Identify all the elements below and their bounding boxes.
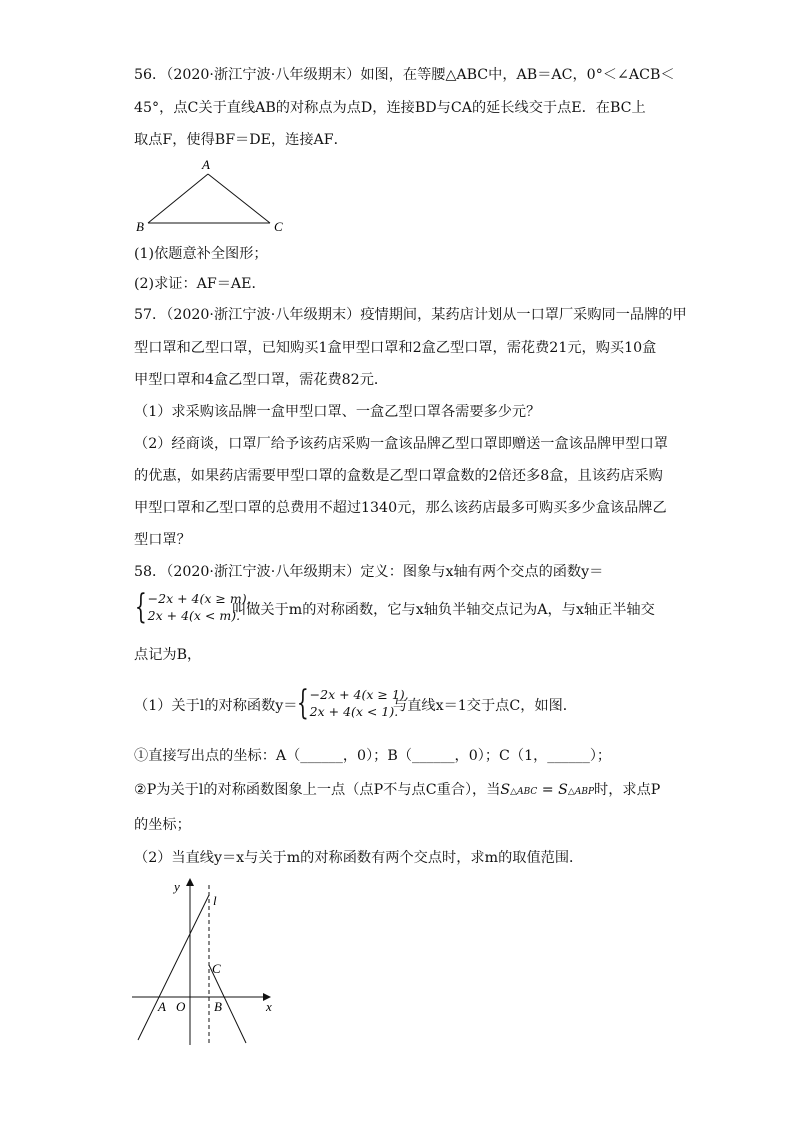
q57-part-2-a: （2）经商谈，口罩厂给予该药店采购一盒该品牌乙型口罩即赠送一盒该品牌甲型口罩 xyxy=(134,436,668,452)
label-o: O xyxy=(176,999,186,1014)
q57-line-1: 57．（2020·浙江宁波·八年级期末）疫情期间，某药店计划从一口罩厂采购同一品牌的甲 xyxy=(134,307,687,323)
case-2: 2x + 4(x < m). xyxy=(147,608,241,623)
q56-line-2: 45°，点C关于直线AB的对称点为点D，连接BD与CA的延长线交于点E．在BC上 xyxy=(134,100,646,116)
q57-line-3: 甲型口罩和4盒乙型口罩，需花费82元． xyxy=(134,372,389,388)
label-a: A xyxy=(158,999,166,1014)
q58-sub-2-line-2: 的坐标； xyxy=(134,817,191,833)
q58-sub-2-line-1 xyxy=(134,780,660,802)
label-y: y xyxy=(174,879,180,894)
triangle-figure xyxy=(130,157,300,237)
label-b: B xyxy=(214,999,222,1014)
q58-line-3: 点记为B， xyxy=(134,647,202,663)
side-ab xyxy=(148,174,208,223)
q58-part-2: （2）当直线y＝x与关于m的对称函数有两个交点时，求m的取值范围． xyxy=(134,850,584,866)
label-b: B xyxy=(136,219,144,234)
left-brace: { xyxy=(296,683,309,723)
q58-line-1: 58．（2020·浙江宁波·八年级期末）定义：图象与x轴有两个交点的函数y＝ xyxy=(134,564,604,580)
q56-part-2: (2)求证：AF＝AE． xyxy=(134,276,266,292)
q56-line-3: 取点F，使得BF＝DE，连接AF． xyxy=(134,132,348,148)
left-brace: { xyxy=(134,587,147,627)
sub-2-text-a: ②P为关于l的对称函数图象上一点（点P不与点C重合），当 xyxy=(134,782,501,798)
q56-line-1: 56．（2020·浙江宁波·八年级期末）如图，在等腰△ABC中，AB＝AC，0°＜∠ACB＜ xyxy=(134,67,675,83)
q56-part-1: (1)依题意补全图形； xyxy=(134,246,268,262)
area-s2-sub: △ABP xyxy=(567,787,594,797)
q58-part-1-piecewise xyxy=(292,683,409,723)
left-branch-line xyxy=(138,895,209,1040)
q57-part-2-c: 甲型口罩和乙型口罩的总费用不超过1340元，那么该药店最多可购买多少盒该品牌乙 xyxy=(134,500,667,516)
q57-line-2: 型口罩和乙型口罩，已知购买1盒甲型口罩和2盒乙型口罩，需花费21元，购买10盒 xyxy=(134,340,657,356)
label-l: l xyxy=(213,893,217,908)
q58-sub-1: ①直接写出点的坐标：A（______，0）；B（______，0）；C（1，______）； xyxy=(134,748,612,764)
label-a: A xyxy=(202,157,210,172)
label-c: C xyxy=(212,961,221,976)
equals: = xyxy=(537,782,559,798)
sub-2-text-b: 时，求点P xyxy=(594,782,661,798)
area-s1: S xyxy=(500,782,511,798)
q58-part-1-post: 与直线x＝1交于点C，如图． xyxy=(393,698,577,714)
q57-part-2-b: 的优惠，如果药店需要甲型口罩的盒数是乙型口罩盒数的2倍还多8盒，且该药店采购 xyxy=(134,468,663,484)
q57-part-2-d: 型口罩？ xyxy=(134,532,191,548)
q58-line-2: 叫做关于m的对称函数，它与x轴负半轴交点记为A，与x轴正半轴交 xyxy=(232,602,655,618)
case-1: −2x + 4(x ≥ m), xyxy=(147,591,251,606)
area-s1-sub: △ABC xyxy=(510,787,538,797)
area-s2: S xyxy=(558,782,568,798)
case-2: 2x + 4(x < 1). xyxy=(309,704,399,719)
label-c: C xyxy=(274,219,283,234)
q57-part-1: （1）求采购该品牌一盒甲型口罩、一盒乙型口罩各需要多少元？ xyxy=(134,404,541,420)
function-graph-figure xyxy=(128,875,288,1050)
q58-part-1-pre: （1）关于l的对称函数y＝ xyxy=(134,698,298,714)
label-x: x xyxy=(266,999,272,1014)
side-ac xyxy=(208,174,270,223)
case-1: −2x + 4(x ≥ 1), xyxy=(309,687,409,702)
